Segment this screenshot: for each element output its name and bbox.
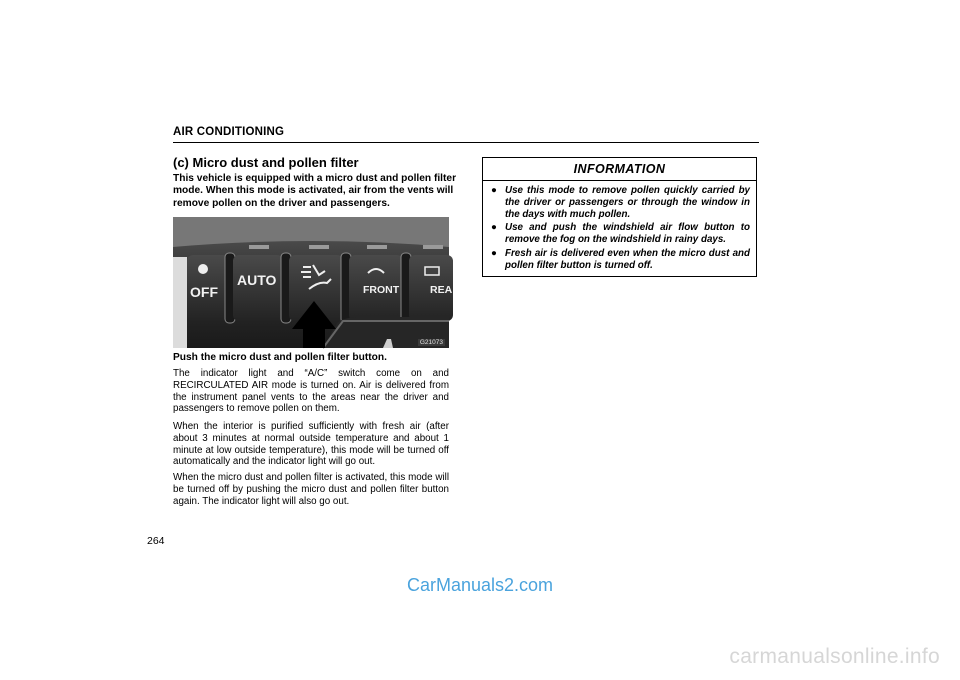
information-item [491,247,750,272]
auto-button-label: AUTO [237,272,277,288]
figure-caption: Push the micro dust and pollen filter button. [173,352,387,363]
front-button-label: FRONT [363,284,400,296]
body-paragraph: When the interior is purified sufficiently with fresh air (after about 3 minutes at normal outside temperature and about 1 minute at low outside temperature), this mode will be turned off automatically and the indicator light will go out. [173,421,449,468]
bullet-icon: ● [491,247,497,259]
rear-defroster-button [409,245,453,321]
information-title: INFORMATION [483,158,756,181]
page-number: 264 [147,535,165,547]
footer-watermark: carmanualsonline.info [729,645,940,668]
intro-paragraph: This vehicle is equipped with a micro dust and pollen filter mode. When this mode is activated, air from the vents will remove pollen on the driver and passengers. [173,173,457,209]
information-item-text: Use and push the windshield air flow button to remove the fog on the windshield in rainy days. [505,222,750,246]
bullet-icon: ● [491,185,497,196]
information-item-text: Fresh air is delivered even when the micro dust and pollen filter button is turned off. [505,247,750,271]
header-rule [173,142,759,143]
bullet-icon: ● [491,222,497,234]
off-button-label: OFF [190,284,218,300]
control-panel-figure [173,217,453,348]
information-item [491,222,750,246]
rear-button-label: REA [430,284,453,296]
body-paragraph: When the micro dust and pollen filter is activated, this mode will be turned off by pushing the micro dust and pollen filter button again. The indicator light will also go out. [173,472,449,507]
watermark-link[interactable]: CarManuals2.com [406,575,554,595]
subheading: (c) Micro dust and pollen filter [173,155,359,170]
body-paragraph: The indicator light and “A/C” switch come on and RECIRCULATED AIR mode is turned on. Air is delivered from the instrument panel vents to the areas near the driver and passengers to remove pollen on them. [173,368,449,415]
figure-code: G21073 [419,339,443,346]
information-box [482,157,757,277]
section-title: AIR CONDITIONING [173,126,285,138]
information-item-text: Use this mode to remove pollen quickly carried by the driver or passengers or through the window in the days with much pollen. [505,185,750,220]
information-list [483,181,756,272]
front-defroster-button [349,245,403,321]
information-item [491,185,750,220]
